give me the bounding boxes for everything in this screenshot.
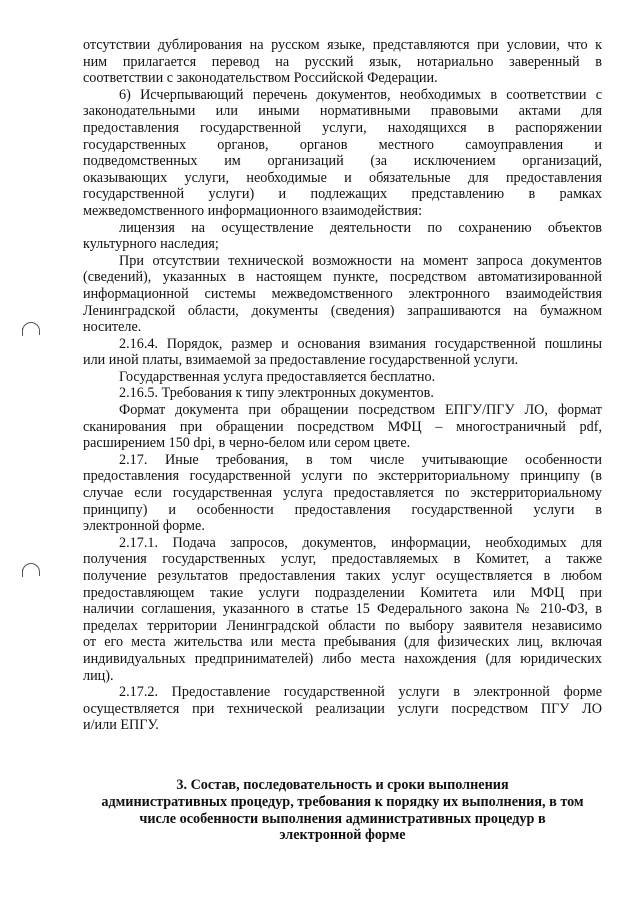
text-line: случае если государственная услуга предоставляется по экстерриториальному bbox=[83, 485, 602, 502]
text-line: получение результатов предоставления таких услуг осуществляется в любом bbox=[83, 568, 602, 584]
text-line: пределах территории Ленинградской области по выбору заявителя независимо bbox=[83, 617, 602, 634]
text-line: сканирования при обращении посредством МФЦ – многостраничный pdf, bbox=[83, 418, 602, 435]
text-line: подведомственных им организаций (за исключением организаций, bbox=[83, 153, 602, 170]
text-line: и/или ЕПГУ. bbox=[83, 717, 159, 734]
text-line: принципу) и особенности предоставления государственной услуги в bbox=[83, 501, 602, 518]
text-line: культурного наследия; bbox=[83, 236, 219, 253]
text-line: от его места жительства или места пребывания (для физических лиц, включая bbox=[83, 634, 602, 651]
text-line: лицензия на осуществление деятельности по сохранению объектов bbox=[119, 219, 602, 236]
text-line: Ленинградской области, документы (сведения) запрашиваются на бумажном bbox=[83, 302, 602, 319]
section-heading bbox=[83, 777, 602, 844]
text-line: законодательными или иными нормативными правовыми актами для bbox=[83, 103, 602, 120]
punch-hole-mark bbox=[22, 322, 40, 335]
heading-line: электронной форме bbox=[279, 827, 406, 844]
punch-hole-mark bbox=[22, 563, 40, 576]
text-line: индивидуальных предпринимателей) либо места нахождения (для юридических bbox=[83, 650, 602, 667]
text-line: Формат документа при обращении посредством ЕПГУ/ПГУ ЛО, формат bbox=[119, 402, 602, 419]
heading-line: административных процедур, требования к порядку их выполнения, в том bbox=[101, 793, 584, 810]
text-line: осуществляется при технической реализации услуги посредством ПГУ ЛО bbox=[83, 700, 602, 717]
text-line: информационной системы межведомственного электронного взаимодействия bbox=[83, 285, 602, 302]
text-line: 2.16.4. Порядок, размер и основания взимания государственной пошлины bbox=[119, 335, 602, 352]
text-line: или иной платы, взимаемой за предоставление государственной услуги. bbox=[83, 352, 519, 369]
text-line: предоставления государственной услуги, находящихся в распоряжении bbox=[83, 119, 602, 136]
text-line: 6) Исчерпывающий перечень документов, необходимых в соответствии с bbox=[119, 86, 602, 103]
text-line: получения государственных услуг, предоставляемых в Комитет, а также bbox=[83, 551, 602, 568]
text-line: При отсутствии технической возможности на момент запроса документов bbox=[119, 252, 602, 269]
text-line: оказывающих услуги, необходимые и обязательные для предоставления bbox=[83, 169, 602, 186]
text-line: 2.17.1. Подача запросов, документов, информации, необходимых для bbox=[119, 534, 602, 551]
text-line: отсутствии дублирования на русском языке, представляются при условии, что к bbox=[83, 37, 602, 53]
heading-line: числе особенности выполнения административных процедур в bbox=[139, 810, 546, 827]
body-text bbox=[83, 37, 602, 734]
text-line: государственных органов, органов местного самоуправления и bbox=[83, 136, 602, 153]
text-line: соответствии с законодательством Российской Федерации. bbox=[83, 70, 438, 87]
text-line: лиц). bbox=[83, 667, 114, 684]
text-line: (сведений), указанных в настоящем пункте, посредством автоматизированной bbox=[83, 269, 602, 286]
text-line: электронной форме. bbox=[83, 518, 205, 535]
text-line: 2.17.2. Предоставление государственной услуги в электронной форме bbox=[119, 684, 602, 701]
text-line: расширением 150 dpi, в черно-белом или сером цвете. bbox=[83, 435, 411, 452]
text-line: носителе. bbox=[83, 319, 142, 336]
text-line: ним прилагается перевод на русский язык, нотариально заверенный в bbox=[83, 53, 602, 70]
text-line: предоставляющем такие услуги подразделении Комитета или МФЦ при bbox=[83, 584, 602, 601]
heading-line: 3. Состав, последовательность и сроки выполнения bbox=[176, 777, 509, 793]
text-line: межведомственного информационного взаимодействия: bbox=[83, 202, 423, 219]
text-line: Государственная услуга предоставляется бесплатно. bbox=[119, 368, 436, 385]
text-line: 2.17. Иные требования, в том числе учитывающие особенности bbox=[119, 451, 602, 468]
text-line: 2.16.5. Требования к типу электронных документов. bbox=[119, 385, 434, 402]
text-line: наличии соглашения, указанного в статье 15 Федерального закона № 210-ФЗ, в bbox=[83, 601, 602, 618]
text-line: государственной услуги) и подлежащих представлению в рамках bbox=[83, 186, 602, 203]
text-line: предоставления государственной услуги по экстерриториальному принципу (в bbox=[83, 468, 602, 485]
